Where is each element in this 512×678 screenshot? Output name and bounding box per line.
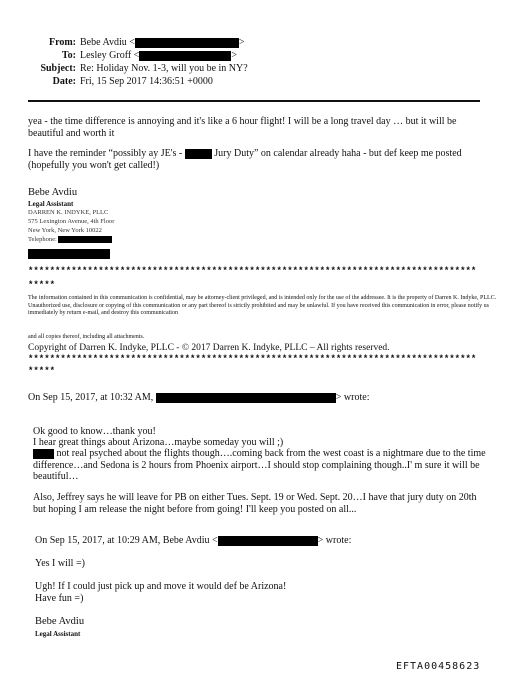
redaction-block	[33, 449, 54, 459]
quote-1-line-3	[33, 448, 488, 483]
signature-name: Bebe Avdiu	[28, 187, 78, 198]
redaction-block	[28, 249, 110, 259]
disclaimer-copyright: Copyright of Darren K. Indyke, PLLC - © 2017 Darren K. Indyke, PLLC – All rights reserved.	[28, 343, 390, 353]
quote-2-line-2: Ugh! If I could just pick up and move it would def be Arizona!	[35, 581, 287, 592]
redaction-block	[185, 149, 212, 159]
disclaimer-text: The information contained in this communication is confidential, may be attorney-client privileged, and is intended only for the use of the addressee. It is the property of Darren K. Indyke, PLLC. Unauthorized use, disclosure or copying of this communication or any part thereof is strictly prohibited and may be unlawful. If you have received this communication in error, please notify us immediately by return e-mail, and destroy this communication	[28, 295, 497, 317]
from-close: >	[238, 37, 245, 48]
quote-2-intro-text: On Sep 15, 2017, at 10:29 AM, Bebe Avdiu <	[35, 535, 218, 546]
signature-firm: DARREN K. INDYKE, PLLC	[28, 209, 109, 216]
disclaimer-stars-bottom: ***********************************************************************************	[28, 354, 477, 364]
disclaimer-stars-top: ***********************************************************************************	[28, 266, 477, 276]
quote-2-signature-title: Legal Assistant	[35, 630, 81, 638]
body-paragraph-1: yea - the time difference is annoying and it's like a 6 hour flight! I will be a long travel day … but it will be beautiful and worth it	[28, 116, 457, 139]
signature-address-2: New York, New York 10022	[28, 227, 102, 234]
quote-1-wrote: > wrote:	[335, 392, 370, 403]
from-value	[80, 37, 245, 48]
body-paragraph-2	[28, 148, 480, 171]
to-name: Lesley Groff <	[80, 50, 140, 61]
signature-address-1: 575 Lexington Avenue, 4th Floor	[28, 218, 115, 225]
to-value	[80, 50, 237, 61]
redaction-block	[218, 536, 318, 546]
redaction-block	[139, 51, 231, 61]
disclaimer-stars-bottom-short: *****	[28, 366, 56, 376]
disclaimer-text-2: and all copies thereof, including all attachments.	[28, 334, 145, 340]
disclaimer-stars-top-short: *****	[28, 280, 56, 290]
quote-2-wrote: > wrote:	[317, 535, 352, 546]
body-paragraph-2-end: Jury Duty” on calendar already haha - but def keep me posted (hopefully you won't get called!)	[28, 148, 462, 171]
redaction-block	[58, 236, 112, 243]
signature-redaction	[28, 245, 110, 263]
to-close: >	[231, 50, 237, 61]
quote-1-line-2: I hear great things about Arizona…maybe someday you will ;)	[33, 437, 284, 448]
quote-1-line-1: Ok good to know…thank you!	[33, 426, 156, 437]
header-divider	[28, 100, 480, 102]
signature-title: Legal Assistant	[28, 200, 74, 208]
from-name: Bebe Avdiu <	[80, 37, 135, 48]
subject-label: Subject:	[40, 63, 76, 74]
quote-1-intro-text: On Sep 15, 2017, at 10:32 AM,	[28, 392, 154, 403]
to-label: To:	[61, 50, 76, 61]
quote-1-line-4: Also, Jeffrey says he will leave for PB on either Tues. Sept. 19 or Wed. Sept. 20…I have that jury duty on 20th but hoping I am release the night before from going! I'll keep you posted on all...	[33, 492, 477, 515]
body-paragraph-2-start: I have the reminder “possibly ay JE's -	[28, 148, 183, 159]
quote-2-intro	[35, 535, 488, 547]
redaction-block	[156, 393, 336, 403]
quote-2-signature-name: Bebe Avdiu	[35, 616, 85, 627]
date-value: Fri, 15 Sep 2017 14:36:51 +0000	[80, 76, 213, 87]
from-label: From:	[48, 37, 76, 48]
telephone-label: Telephone:	[28, 236, 57, 243]
quote-2-line-3: Have fun =)	[35, 593, 84, 604]
quote-2-line-1: Yes I will =)	[35, 558, 85, 569]
quote-1-line-3-text: not real psyched about the flights though….coming back from the west coast is a nightmare due to the time difference…and Sedona is 2 hours from Phoenix airport…I should stop complaining though..I' m sure it will be beautiful…	[33, 448, 486, 482]
redaction-block	[135, 38, 239, 48]
document-id: EFTA00458623	[396, 661, 481, 672]
quote-1-intro	[28, 392, 488, 404]
signature-telephone	[28, 236, 112, 244]
subject-value: Re: Holiday Nov. 1-3, will you be in NY?	[80, 63, 248, 74]
date-label: Date:	[52, 76, 76, 87]
